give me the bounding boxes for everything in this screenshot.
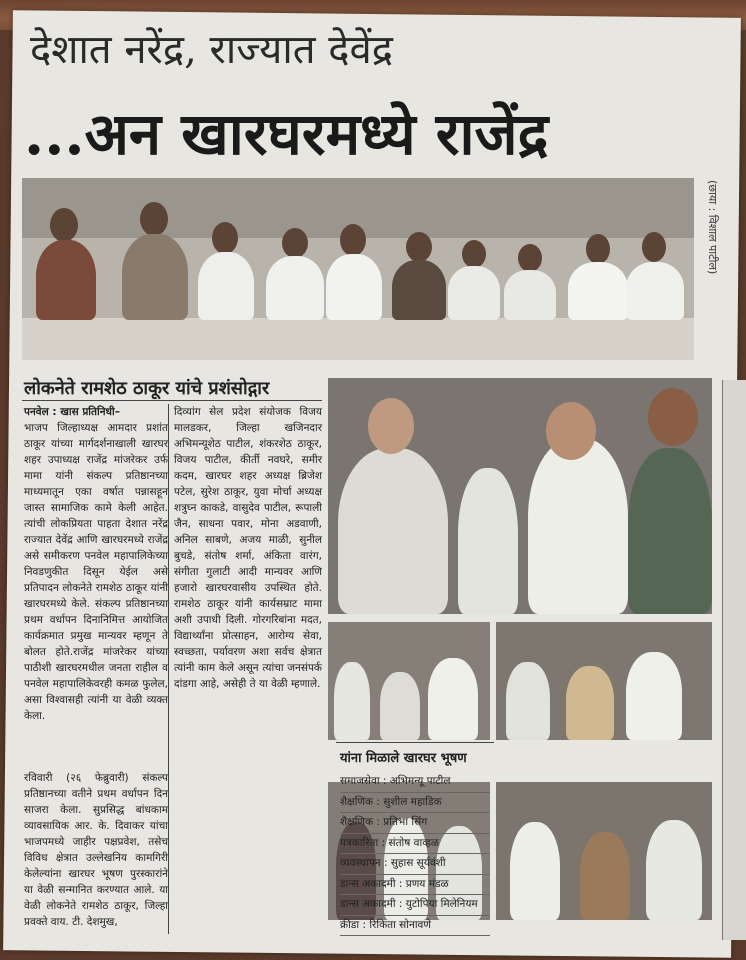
award-photo-2 (328, 622, 490, 740)
award-item: क्रीडा : रिकिता सोनावणे (340, 916, 490, 937)
award-photo-5 (496, 782, 712, 920)
awards-list (340, 772, 490, 936)
award-item: डान्स अकादमी : प्रणय मंडळ (340, 875, 490, 896)
column-2-text: दिव्यांग सेल प्रदेश संयोजक विजय मालडकर, जिल्हा खजिनदार अभिमन्यूशेठ पाटील, शंकरशेठ ठाकूर, विजय पाटील, कीर्ती नवघरे, समीर कदम, खारघर शहर अध्यक्ष ब्रिजेश पटेल, सुरेश ठाकूर, युवा मोर्चा अध्यक्ष शत्रुघ्न काकडे, वासुदेव पाटील, रूपाली जैन, साधना पवार, मोना अडवाणी, अनिल साबणे, अजय माळी, सुनील बुचडे, संतोष शर्मा, अंकिता वारंग, संगीता गुलाटी आदी मान्यवर आणि हजारो खारघरवासीय उपस्थित होते. रामशेठ ठाकूर यांनी कार्यसम्राट मामा अशी उपाधी दिली. गोरगरिबांना मदत, विद्यार्थ्यांना प्रोत्साहन, आरोग्य सेवा, स्वच्छता, पर्यावरण अशा सर्वच क्षेत्रात त्यांनी काम केले असून त्यांचा जनसंपर्क दांडगा आहे, असेही ते या वेळी म्हणाले. (174, 406, 322, 690)
sub-headline: लोकनेते रामशेठ ठाकूर यांचे प्रशंसोद्गार (24, 378, 270, 399)
column-1-text: भाजप जिल्हाध्यक्ष आमदार प्रशांत ठाकूर यांच्या मार्गदर्शनाखाली खारघर शहर उपाध्यक्ष राजेंद्र मांजरेकर उर्फ मामा यांनी संकल्प प्रतिष्ठानच्या माध्यमातून एका वर्षात पन्नासहून जास्त सामाजिक कामे केली आहेत. त्यांची लोकप्रियता पाहता देशात नरेंद्र राज्यात देवेंद्र आणि खारघरमध्ये राजेंद्र असे समीकरण पनवेल महापालिकेच्या निवडणुकीत दिसून येईल असे प्रतिपादन लोकनेते रामशेठ ठाकूर यांनी खारघरमध्ये केले. संकल्प प्रतिष्ठानच्या प्रथम वर्धापन दिनानिमित्त आयोजित कार्यक्रमात प्रमुख मान्यवर म्हणून ते बोलत होते.राजेंद्र मांजरेकर यांच्या पाठीशी खारघरमधील जनता राहील व पनवेल महापालिकेवरही कमळ फुलेल, असा विश्वासही त्यांनी या वेळी व्यक्त केला. (24, 422, 168, 722)
subhead-rule (22, 400, 322, 401)
award-item: व्यवस्थापन : सुहास सूर्यवंशी (340, 854, 490, 875)
award-photo-3 (496, 622, 712, 740)
headline-main: ...अन खारघरमध्ये राजेंद्र (24, 100, 549, 168)
column-divider-1 (168, 404, 169, 934)
headline-top: देशात नरेंद्र, राज्यात देवेंद्र (30, 27, 393, 73)
awards-title: यांना मिळाले खारघर भूषण (340, 751, 467, 766)
award-item: शैक्षणिक : सुशील महाडिक (340, 793, 490, 814)
award-item: शैक्षणिक : प्रतिभा सिंग (340, 813, 490, 834)
column-1b-text: रविवारी (२६ फेब्रुवारी) संकल्प प्रतिष्ठानच्या वतीने प्रथम वर्धापन दिन साजरा केला. सुप्रसिद्ध बांधकाम व्यावसायिक आर. के. दिवाकर यांचा भाजपमध्ये जाहीर पक्षप्रवेश, तसेच विविध क्षेत्रात उल्लेखनिय कामगिरी केलेल्यांना खारघर भूषण पुरस्कारांने या वेळी सन्मानित करण्यात आले. या वेळी लोकनेते रामशेठ ठाकूर, जिल्हा प्रवक्ते वाय. टी. देशमुख, (24, 772, 168, 928)
article-column-1 (24, 404, 168, 724)
award-item: पत्रकारिता : संतोष वाव्हळ (340, 834, 490, 855)
award-photo-large (328, 378, 712, 614)
main-group-photo (22, 178, 694, 360)
article-column-1b (24, 770, 168, 930)
award-item: समाजसेवा : अभिमन्यू पाटील (340, 772, 490, 793)
article-column-2 (174, 404, 322, 692)
photo-credit: (छाया : विशाल पाटील) (706, 180, 719, 275)
dateline: पनवेल : खास प्रतिनिधी– (24, 406, 120, 418)
adjacent-page-edge (722, 380, 746, 940)
awards-rule-top (336, 742, 494, 743)
award-item: डान्स अकादमी : युटोपिया मिलेनियम (340, 895, 490, 916)
